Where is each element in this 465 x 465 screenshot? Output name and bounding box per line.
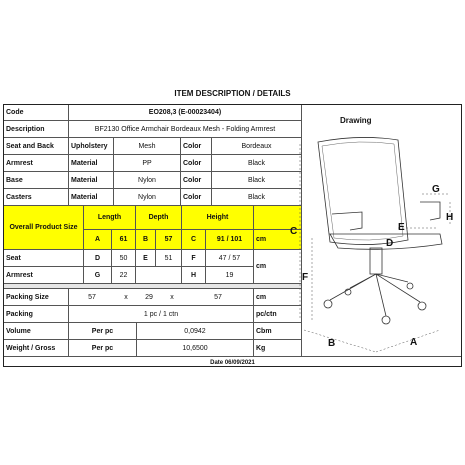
packing-unit: pc/ctn bbox=[254, 306, 302, 323]
weight-unit: Kg bbox=[254, 340, 302, 357]
material-part: Armrest bbox=[4, 155, 69, 172]
dim-letter-f: F bbox=[182, 250, 206, 267]
volume-label: Volume bbox=[4, 323, 69, 340]
length-header: Length bbox=[84, 206, 136, 230]
packing-dim-1: 57 bbox=[69, 289, 115, 306]
armrest-right bbox=[420, 202, 440, 220]
dim-label-d: D bbox=[386, 238, 394, 249]
depth-header: Depth bbox=[136, 206, 182, 230]
dim-letter-c: C bbox=[182, 230, 206, 250]
color-key: Color bbox=[181, 155, 212, 172]
material-key: Material bbox=[69, 155, 114, 172]
material-value: Nylon bbox=[114, 189, 181, 206]
color-value: Bordeaux bbox=[212, 138, 302, 155]
material-key: Upholstery bbox=[69, 138, 114, 155]
dim-label-f: F bbox=[302, 272, 309, 283]
weight-label: Weight / Gross bbox=[4, 340, 69, 357]
color-value: Black bbox=[212, 155, 302, 172]
packing-times-2: x bbox=[161, 289, 183, 306]
overall-size-label: Overall Product Size bbox=[4, 206, 84, 250]
code-label: Code bbox=[4, 105, 69, 121]
caster bbox=[418, 302, 426, 310]
gas-lift bbox=[370, 248, 382, 274]
description-value: BF2130 Office Armchair Bordeaux Mesh - Folding Armrest bbox=[69, 121, 302, 138]
description-label: Description bbox=[4, 121, 69, 138]
caster bbox=[324, 300, 332, 308]
packing-dim-3: 57 bbox=[183, 289, 254, 306]
packing-value: 1 pc / 1 ctn bbox=[69, 306, 254, 323]
dim-value-d: 50 bbox=[112, 250, 136, 267]
packing-times-1: x bbox=[115, 289, 137, 306]
weight-per: Per pc bbox=[69, 340, 137, 357]
packing-label: Packing bbox=[4, 306, 69, 323]
packing-size-label: Packing Size bbox=[4, 289, 69, 306]
dim-letter-a: A bbox=[84, 230, 112, 250]
dim-letter-b: B bbox=[136, 230, 156, 250]
height-header: Height bbox=[182, 206, 254, 230]
date-label: Date 06/09/2021 bbox=[210, 360, 255, 366]
seat-armrest-unit: cm bbox=[254, 250, 302, 284]
caster bbox=[382, 316, 390, 324]
armrest-empty bbox=[136, 267, 182, 284]
dim-value-e: 51 bbox=[156, 250, 182, 267]
dim-value-g: 22 bbox=[112, 267, 136, 284]
color-key: Color bbox=[181, 172, 212, 189]
overall-unit: cm bbox=[254, 230, 302, 250]
color-key: Color bbox=[181, 189, 212, 206]
dim-label-h: H bbox=[446, 212, 454, 223]
material-part: Base bbox=[4, 172, 69, 189]
dim-letter-e: E bbox=[136, 250, 156, 267]
dim-value-f: 47 / 57 bbox=[206, 250, 254, 267]
dim-label-b: B bbox=[328, 338, 336, 349]
dim-label-g: G bbox=[432, 184, 440, 195]
color-key: Color bbox=[181, 138, 212, 155]
dim-label-a: A bbox=[410, 337, 418, 348]
code-value: EO208,3 (E-00023404) bbox=[69, 105, 302, 121]
dim-letter-d: D bbox=[84, 250, 112, 267]
dim-letter-g: G bbox=[84, 267, 112, 284]
dim-value-c: 91 / 101 bbox=[206, 230, 254, 250]
dim-value-a: 61 bbox=[112, 230, 136, 250]
dim-value-b: 57 bbox=[156, 230, 182, 250]
armrest-label: Armrest bbox=[4, 267, 84, 284]
page-title: ITEM DESCRIPTION / DETAILS bbox=[174, 89, 291, 98]
dim-label-e: E bbox=[398, 222, 405, 233]
material-part: Seat and Back bbox=[4, 138, 69, 155]
dim-value-h: 19 bbox=[206, 267, 254, 284]
material-key: Material bbox=[69, 172, 114, 189]
armrest-left bbox=[332, 212, 362, 230]
material-key: Material bbox=[69, 189, 114, 206]
packing-dim-2: 29 bbox=[137, 289, 161, 306]
drawing-label: Drawing bbox=[340, 116, 372, 125]
material-value: Mesh bbox=[114, 138, 181, 155]
color-value: Black bbox=[212, 189, 302, 206]
backrest-outline bbox=[318, 137, 408, 244]
caster bbox=[407, 283, 413, 289]
volume-unit: Cbm bbox=[254, 323, 302, 340]
material-part: Casters bbox=[4, 189, 69, 206]
weight-value: 10,6500 bbox=[137, 340, 254, 357]
chair-drawing bbox=[290, 130, 460, 355]
color-value: Black bbox=[212, 172, 302, 189]
dim-label-c: C bbox=[290, 226, 298, 237]
volume-per: Per pc bbox=[69, 323, 137, 340]
packing-size-unit: cm bbox=[254, 289, 302, 306]
dim-letter-h: H bbox=[182, 267, 206, 284]
chair-base bbox=[330, 274, 420, 316]
volume-value: 0,0942 bbox=[137, 323, 254, 340]
seat-label: Seat bbox=[4, 250, 84, 267]
material-value: Nylon bbox=[114, 172, 181, 189]
material-value: PP bbox=[114, 155, 181, 172]
